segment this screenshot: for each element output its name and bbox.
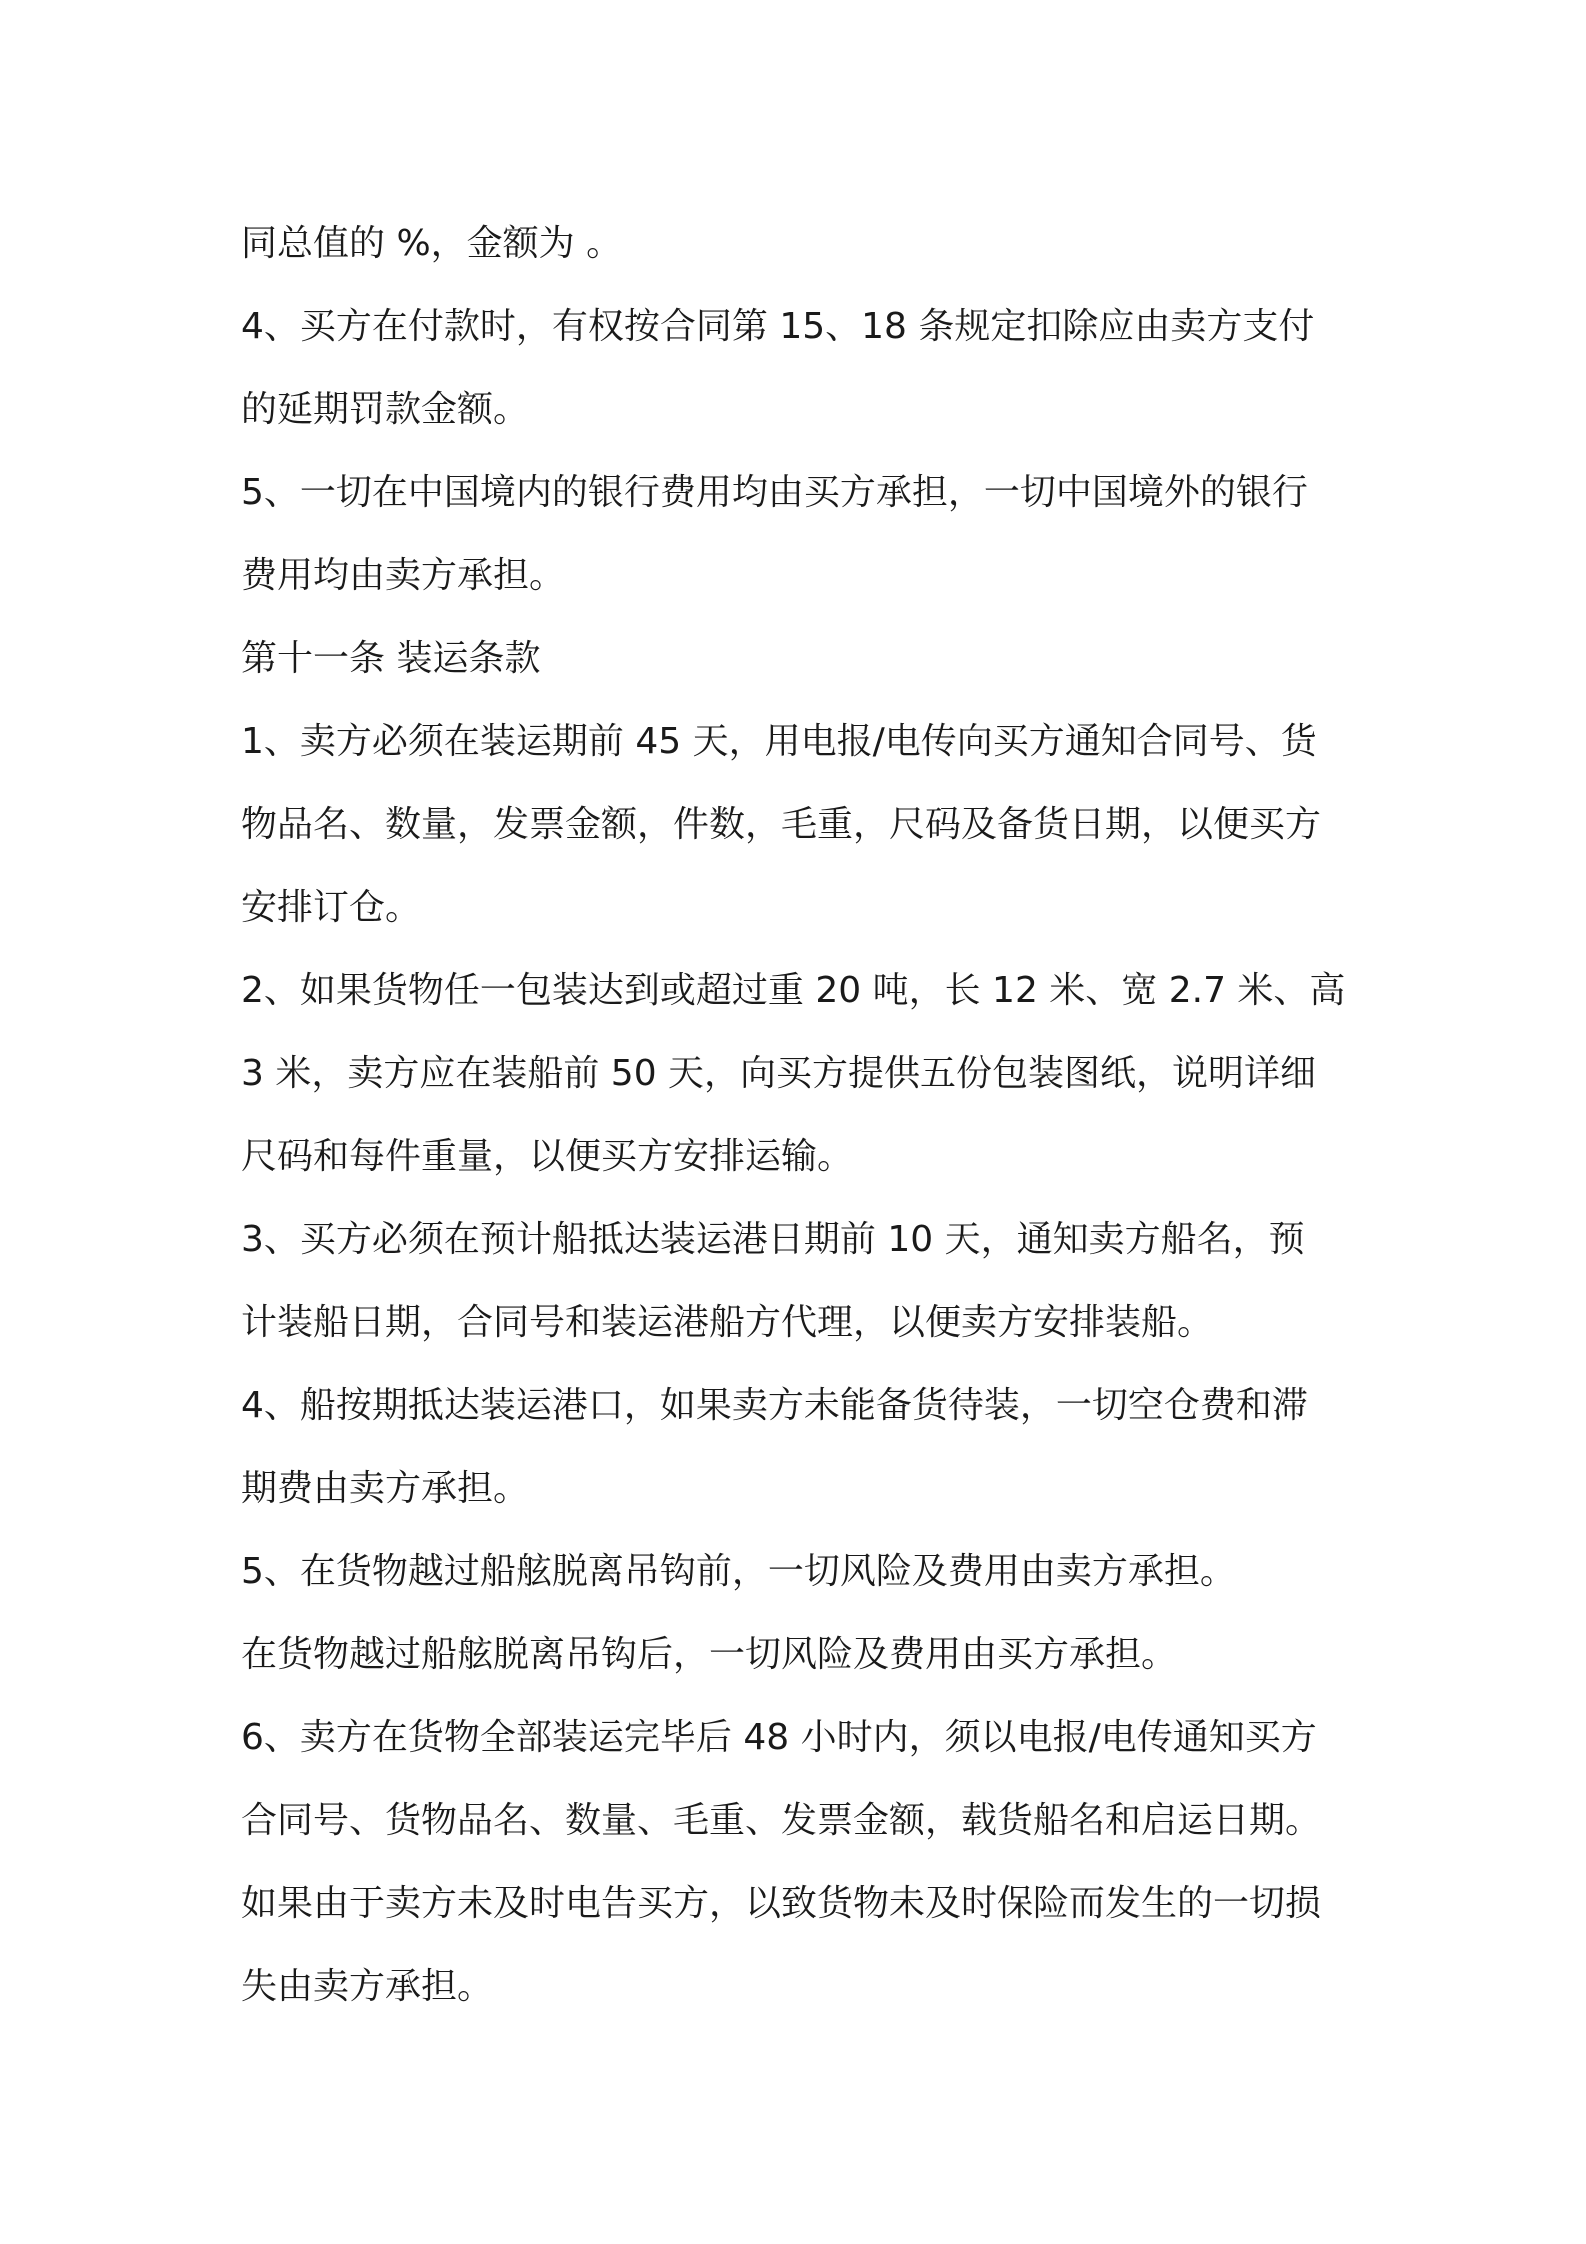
text-line: 安排订仓。 xyxy=(241,887,422,928)
text-line: 6、卖方在货物全部装运完毕后 48 小时内，须以电报/电传通知买方 xyxy=(241,1717,1317,1758)
text-line: 的延期罚款金额。 xyxy=(241,389,530,430)
text-line: 同总值的 %，金额为 。 xyxy=(241,223,623,264)
text-line: 3、买方必须在预计船抵达装运港日期前 10 天，通知卖方船名，预 xyxy=(241,1219,1305,1260)
text-line: 失由卖方承担。 xyxy=(241,1966,494,2007)
text-line: 如果由于卖方未及时电告买方，以致货物未及时保险而发生的一切损 xyxy=(241,1883,1322,1924)
text-line: 5、在货物越过船舷脱离吊钩前，一切风险及费用由卖方承担。 xyxy=(241,1551,1236,1592)
text-line: 5、一切在中国境内的银行费用均由买方承担，一切中国境外的银行 xyxy=(241,472,1308,513)
text-line: 尺码和每件重量，以便买方安排运输。 xyxy=(241,1136,854,1177)
text-line: 1、卖方必须在装运期前 45 天，用电报/电传向买方通知合同号、货 xyxy=(241,721,1317,762)
text-line: 物品名、数量，发票金额，件数，毛重，尺码及备货日期，以便买方 xyxy=(241,804,1322,845)
text-line: 合同号、货物品名、数量、毛重、发票金额，载货船名和启运日期。 xyxy=(241,1800,1322,1841)
text-line: 2、如果货物任一包装达到或超过重 20 吨，长 12 米、宽 2.7 米、高 xyxy=(241,970,1346,1011)
text-line: 计装船日期，合同号和装运港船方代理，以便卖方安排装船。 xyxy=(241,1302,1214,1343)
text-line: 费用均由卖方承担。 xyxy=(241,555,566,596)
text-line: 4、船按期抵达装运港口，如果卖方未能备货待装，一切空仓费和滞 xyxy=(241,1385,1308,1426)
text-line: 在货物越过船舷脱离吊钩后，一切风险及费用由买方承担。 xyxy=(241,1634,1178,1675)
text-line: 期费由卖方承担。 xyxy=(241,1468,530,1509)
section-heading: 第十一条 装运条款 xyxy=(241,638,541,679)
contract-text xyxy=(241,202,1361,2028)
text-line: 3 米，卖方应在装船前 50 天，向买方提供五份包装图纸，说明详细 xyxy=(241,1053,1317,1094)
text-line: 4、买方在付款时，有权按合同第 15、18 条规定扣除应由卖方支付 xyxy=(241,306,1315,347)
